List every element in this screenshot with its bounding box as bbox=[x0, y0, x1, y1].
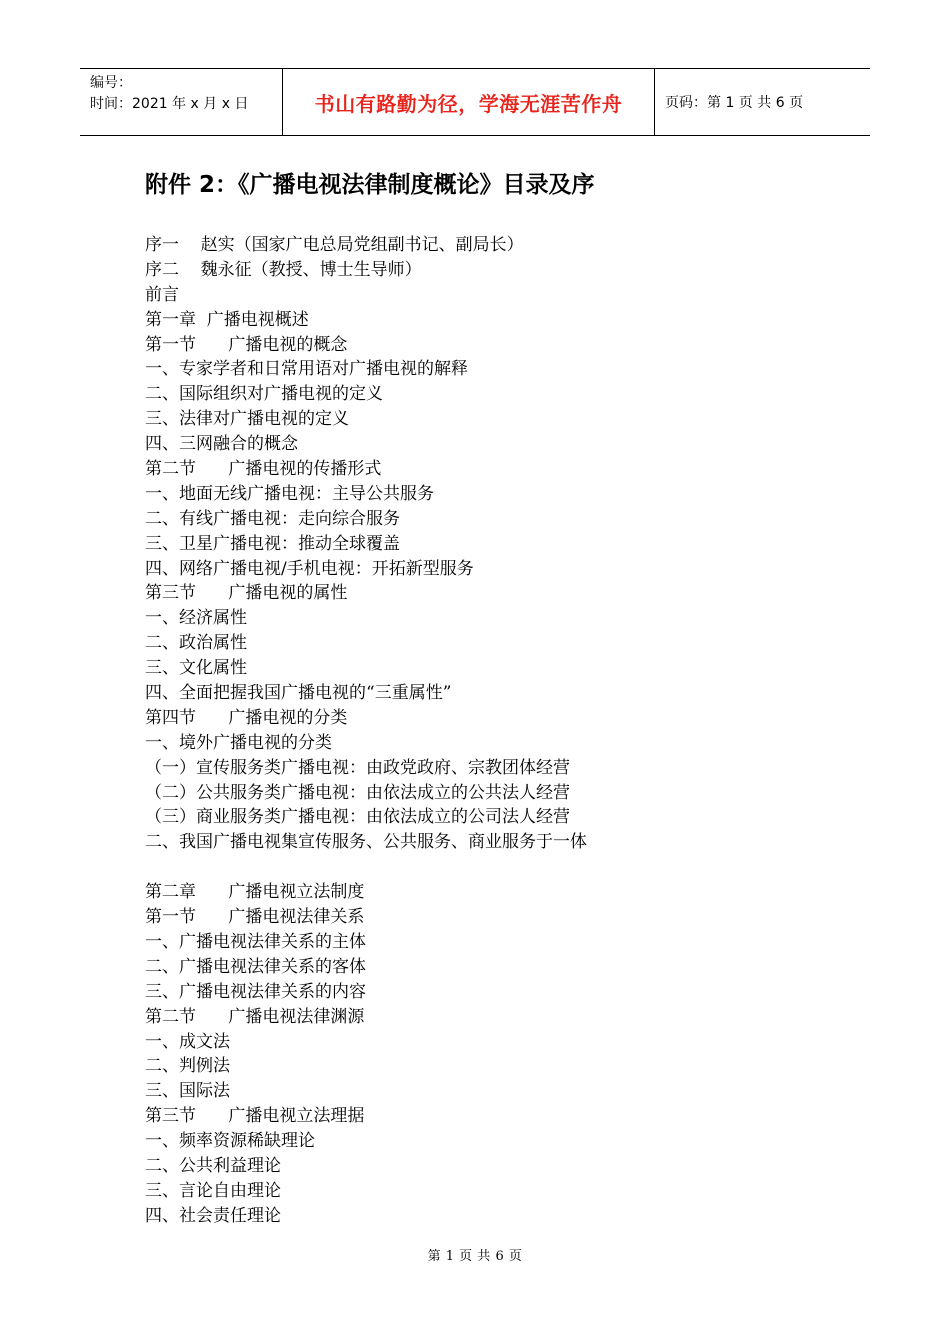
toc-entry: 二、有线广播电视：走向综合服务 bbox=[145, 508, 400, 529]
toc-entry: 一、境外广播电视的分类 bbox=[145, 732, 332, 753]
toc-entry: 三、国际法 bbox=[145, 1081, 230, 1102]
toc-entry: 一、地面无线广播电视：主导公共服务 bbox=[145, 483, 434, 504]
toc-entry: （二）公共服务类广播电视：由依法成立的公共法人经营 bbox=[145, 782, 570, 803]
toc-entry: （一）宣传服务类广播电视：由政党政府、宗教团体经营 bbox=[145, 757, 570, 778]
toc-entry: 三、文化属性 bbox=[145, 658, 247, 679]
toc-entry: 一、成文法 bbox=[145, 1031, 230, 1052]
toc-entry: 第三节 广播电视的属性 bbox=[145, 583, 348, 604]
toc-entry: 三、法律对广播电视的定义 bbox=[145, 409, 349, 430]
toc-entry: 一、广播电视法律关系的主体 bbox=[145, 931, 366, 952]
toc-entry: 二、政治属性 bbox=[145, 633, 247, 654]
toc-entry: 二、国际组织对广播电视的定义 bbox=[145, 384, 383, 405]
toc-entry: 第二章 广播电视立法制度 bbox=[145, 882, 365, 903]
toc-entry: 第四节 广播电视的分类 bbox=[145, 707, 348, 728]
toc-entry: 一、经济属性 bbox=[145, 608, 247, 629]
toc-entry: 第一章 广播电视概述 bbox=[145, 309, 309, 330]
document-date: 时间：2021 年 x 月 x 日 bbox=[90, 96, 249, 112]
header-motto: 书山有路勤为径，学海无涯苦作舟 bbox=[283, 69, 655, 135]
toc-entry: 四、全面把握我国广播电视的“三重属性” bbox=[145, 683, 452, 704]
toc-entry: 二、我国广播电视集宣传服务、公共服务、商业服务于一体 bbox=[145, 832, 587, 853]
header-meta-cell bbox=[80, 69, 283, 135]
toc-entry: 第二节 广播电视的传播形式 bbox=[145, 459, 382, 480]
toc-entry: 四、网络广播电视/手机电视：开拓新型服务 bbox=[145, 558, 474, 579]
toc-entry: 四、社会责任理论 bbox=[145, 1205, 281, 1226]
toc-entry: 第三节 广播电视立法理据 bbox=[145, 1106, 365, 1127]
document-header bbox=[80, 68, 870, 136]
toc-entry: 第二节 广播电视法律渊源 bbox=[145, 1006, 365, 1027]
toc-entry: （三）商业服务类广播电视：由依法成立的公司法人经营 bbox=[145, 807, 570, 828]
toc-entry: 一、频率资源稀缺理论 bbox=[145, 1131, 315, 1152]
toc-entry: 序一 赵实（国家广电总局党组副书记、副局长） bbox=[145, 235, 524, 255]
toc-entry: 序二 魏永征（教授、博士生导师） bbox=[145, 259, 422, 280]
toc-entry: 三、卫星广播电视：推动全球覆盖 bbox=[145, 533, 400, 554]
toc-entry: 二、判例法 bbox=[145, 1056, 230, 1077]
document-title: 附件 2：《广播电视法律制度概论》目录及序 bbox=[145, 172, 595, 198]
document-number-label: 编号： bbox=[90, 75, 132, 91]
toc-entry: 三、言论自由理论 bbox=[145, 1180, 281, 1201]
toc-entry: 第一节 广播电视的概念 bbox=[145, 334, 348, 355]
toc-blank-line bbox=[145, 855, 587, 880]
page-footer: 第 1 页 共 6 页 bbox=[427, 1249, 523, 1264]
toc-entry: 第一节 广播电视法律关系 bbox=[145, 907, 365, 928]
toc-entry: 二、公共利益理论 bbox=[145, 1155, 281, 1176]
toc-entry: 四、三网融合的概念 bbox=[145, 434, 298, 455]
header-page-info: 页码：第 1 页 共 6 页 bbox=[665, 95, 804, 111]
table-of-contents bbox=[145, 233, 587, 1229]
toc-entry: 前言 bbox=[145, 284, 179, 305]
toc-entry: 二、广播电视法律关系的客体 bbox=[145, 956, 366, 977]
toc-entry: 一、专家学者和日常用语对广播电视的解释 bbox=[145, 359, 468, 380]
toc-entry: 三、广播电视法律关系的内容 bbox=[145, 981, 366, 1002]
